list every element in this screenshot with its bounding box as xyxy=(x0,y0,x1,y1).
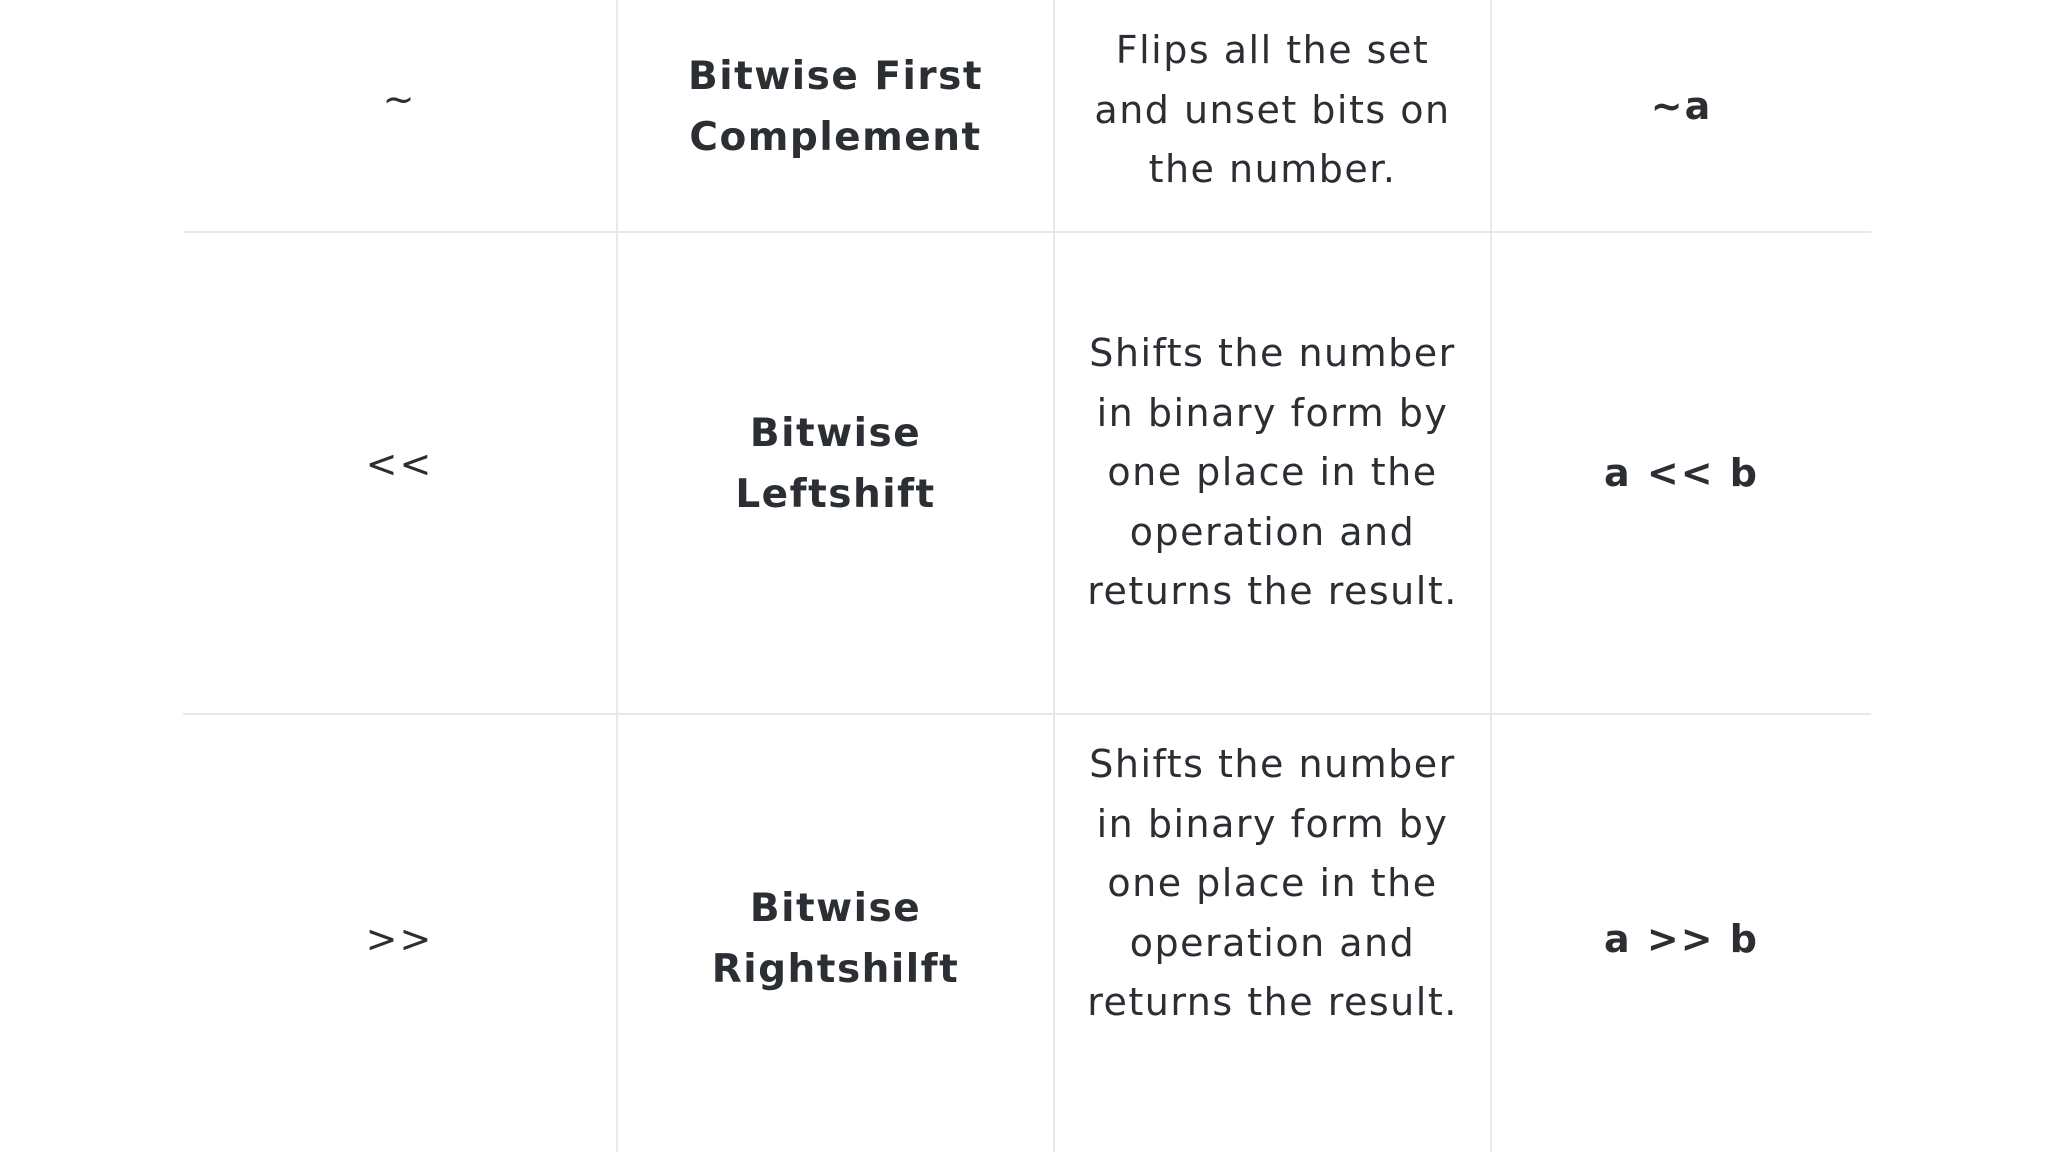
operator-name: Bitwise Rightshilft xyxy=(711,886,960,992)
usage-cell xyxy=(1490,0,1871,231)
operator-usage: ~a xyxy=(1650,83,1713,128)
operator-symbol: << xyxy=(365,442,434,486)
usage-cell xyxy=(1490,715,1871,1152)
operator-description: Shifts the number in binary form by one place in the operation and returns the result. xyxy=(1087,742,1458,1024)
operators-table xyxy=(183,0,1871,1152)
operator-name-cell xyxy=(616,0,1053,231)
operator-symbol: >> xyxy=(365,917,434,961)
operator-usage: a >> b xyxy=(1604,917,1759,961)
operator-name: Bitwise First Complement xyxy=(688,53,983,160)
table-row xyxy=(183,233,1871,715)
operator-cell xyxy=(183,0,616,231)
operator-description: Flips all the set and unset bits on the number. xyxy=(1094,28,1451,192)
operator-name-cell xyxy=(616,233,1053,713)
operator-name-cell xyxy=(616,715,1053,1152)
operator-cell xyxy=(183,233,616,713)
table-row xyxy=(183,0,1871,233)
table-row xyxy=(183,715,1871,1152)
operator-description: Shifts the number in binary form by one place in the operation and returns the result. xyxy=(1087,331,1458,614)
operator-cell xyxy=(183,715,616,1152)
operator-usage: a << b xyxy=(1604,451,1759,495)
description-cell xyxy=(1053,715,1490,1152)
operator-name: Bitwise Leftshift xyxy=(735,411,936,517)
operator-symbol: ~ xyxy=(382,77,417,121)
description-cell xyxy=(1053,233,1490,713)
description-cell xyxy=(1053,0,1490,231)
usage-cell xyxy=(1490,233,1871,713)
